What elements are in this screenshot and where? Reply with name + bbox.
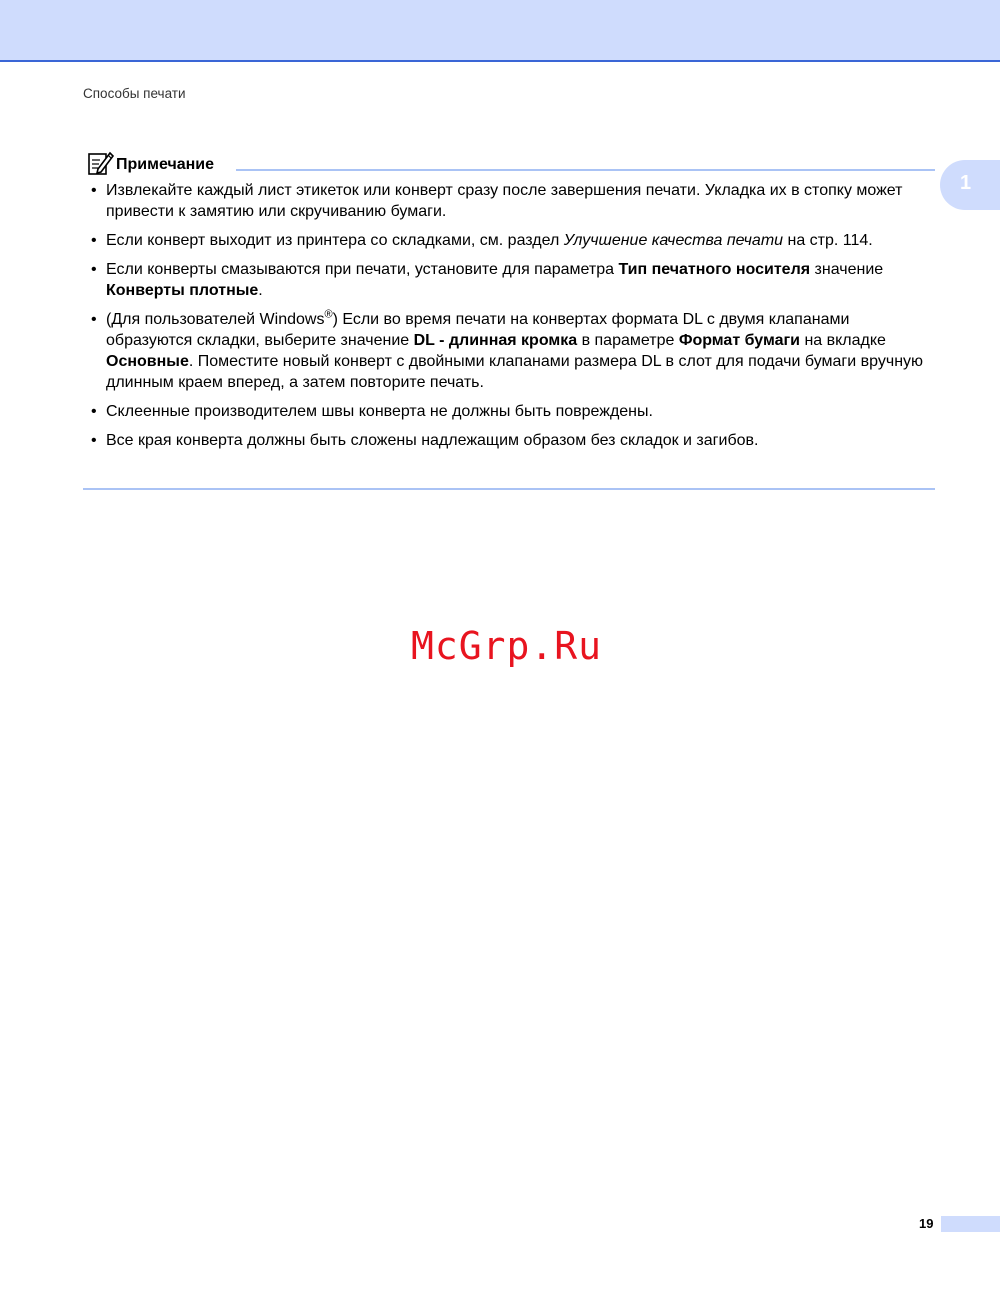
top-header-band (0, 0, 1000, 62)
cross-reference: Улучшение качества печати (563, 232, 784, 249)
watermark: McGrp.Ru (410, 624, 603, 668)
footer-band (941, 1216, 1000, 1232)
bold-term: Тип печатного носителя (618, 261, 811, 278)
text-run: Все края конверта должны быть сложены надлежащим образом без складок и загибов. (106, 432, 759, 449)
bold-term: Конверты плотные (106, 282, 259, 299)
section-header: Способы печати (83, 86, 186, 101)
text-run: значение (810, 261, 884, 278)
note-list-item (88, 430, 938, 451)
note-list-item (88, 401, 938, 422)
page-number: 19 (919, 1216, 934, 1231)
text-run: Извлекайте каждый лист этикеток или конверт сразу после завершения печати. Укладка их в стопку может привести к замятию или скручиванию бумаги. (106, 182, 903, 220)
note-header (86, 149, 935, 179)
note-pencil-icon (86, 149, 114, 177)
text-run: (Для пользователей Windows (106, 311, 325, 328)
text-run: . (258, 282, 263, 299)
note-list-item (88, 180, 938, 222)
note-list-item (88, 259, 938, 301)
registered-mark: ® (324, 308, 333, 321)
text-run: ) Если во время печати на конвертах формата DL с двумя клапанами образуются складки, выберите значение (106, 311, 850, 349)
note-list-item (88, 309, 938, 393)
note-title: Примечание (116, 156, 215, 173)
note-list-item (88, 230, 938, 251)
text-run: на вкладке (800, 332, 886, 349)
note-list (88, 180, 938, 459)
text-run: Склеенные производителем швы конверта не должны быть повреждены. (106, 403, 653, 420)
bold-term: Основные (106, 353, 189, 370)
text-run: Если конверт выходит из принтера со складками, см. раздел (106, 232, 564, 249)
chapter-number: 1 (960, 172, 972, 194)
note-bottom-rule (83, 488, 935, 490)
note-divider (236, 169, 935, 171)
text-run: на стр. 114. (783, 232, 873, 249)
bold-term: DL - длинная кромка (413, 332, 578, 349)
text-run: Если конверты смазываются при печати, установите для параметра (106, 261, 619, 278)
text-run: в параметре (577, 332, 679, 349)
bold-term: Формат бумаги (678, 332, 800, 349)
chapter-tab (940, 160, 1000, 210)
text-run: . Поместите новый конверт с двойными клапанами размера DL в слот для подачи бумаги вручную длинным краем вперед, а затем повторите печать. (106, 353, 924, 391)
